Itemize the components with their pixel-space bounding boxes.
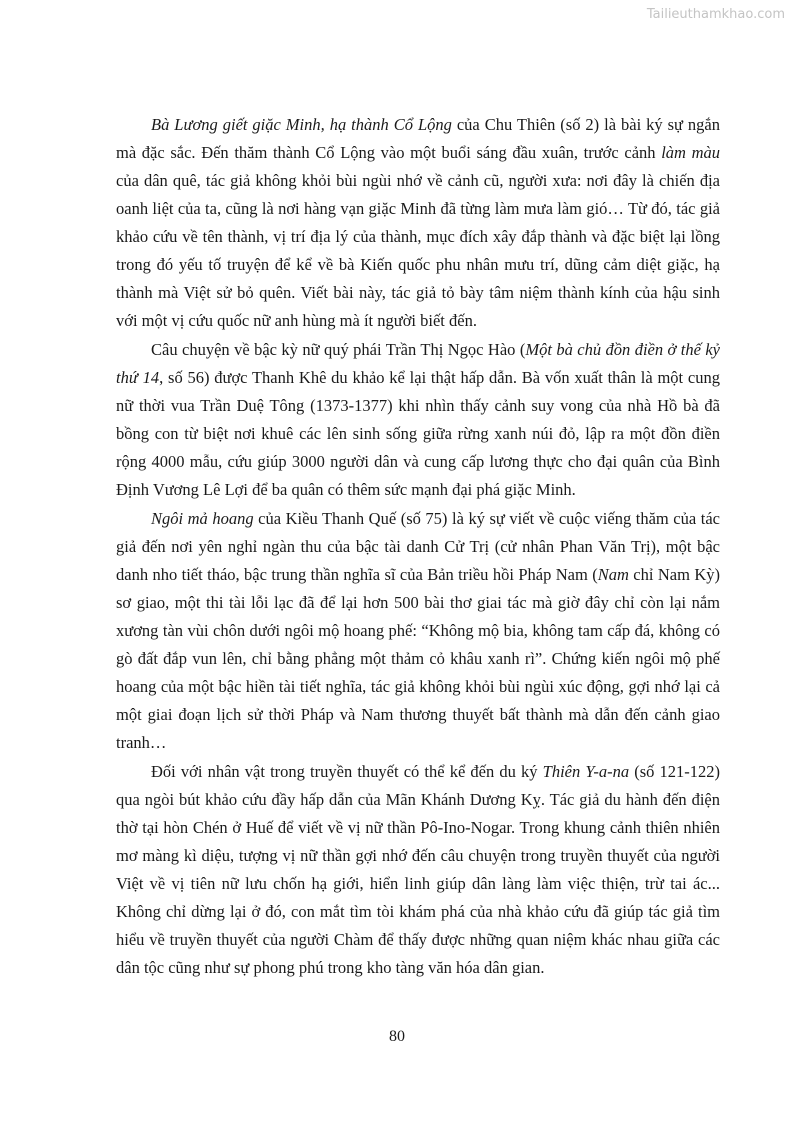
watermark: Tailieuthamkhao.com (646, 7, 785, 22)
italic-title: Nam (597, 565, 629, 584)
italic-title: làm màu (661, 143, 721, 162)
italic-title: Một bà chủ đồn điền ở thế kỷ thứ 14 (116, 340, 721, 387)
paragraph-3: Ngôi mả hoang của Kiều Thanh Quế (số 75) là ký sự viết về cuộc viếng thăm của tác giả đến nơi yên nghỉ ngàn thu của bậc tài danh Cử Trị (cử nhân Phan Văn Trị), một bậc danh nho tiết tháo, bậc trung thần nghĩa sĩ của Bản triều hồi Pháp Nam (Nam chỉ Nam Kỳ) sơ giao, một thi tài lỗi lạc đã để lại hơn 500 bài thơ giai tác mà giờ đây chỉ còn lại nắm xương tàn vùi chôn dưới ngôi mộ hoang phế: “Không mộ bia, không tam cấp đá, không có gò đất đắp vun lên, chỉ bằng phẳng một thảm cỏ khâu xanh rì”. Chứng kiến ngôi mộ phế hoang của một bậc hiền tài tiết nghĩa, tác giả không khỏi bùi ngùi xúc động, gợi nhớ lại cả một giai đoạn lịch sử thời Pháp và Nam thương thuyết bất thành mà dẫn đến cảnh giao tranh… (116, 509, 720, 752)
paragraph-4: Đối với nhân vật trong truyền thuyết có thể kể đến du ký Thiên Y-a-na (số 121-122) qua ngòi bút khảo cứu đầy hấp dẫn của Mãn Khánh Dương Kỵ. Tác giả du hành đến điện thờ tại hòn Chén ở Huế để viết về vị nữ thần Pô-Ino-Nogar. Trong khung cảnh thiên nhiên mơ màng kì diệu, tượng vị nữ thần gợi nhớ đến câu chuyện trong truyền thuyết của người Việt về vị tiên nữ lưu chốn hạ giới, hiển linh giúp dân làng làm việc thiện, trừ tai ác... Không chỉ dừng lại ở đó, con mắt tìm tòi khám phá của nhà khảo cứu đã giúp tác giả tìm hiểu về truyền thuyết của người Chàm để thấy được những quan niệm khác nhau giữa các dân tộc cũng như sự phong phú trong kho tàng văn hóa dân gian. (116, 762, 721, 977)
paragraph-1: Bà Lương giết giặc Minh, hạ thành Cổ Lộng của Chu Thiên (số 2) là bài ký sự ngắn mà đặc sắc. Đến thăm thành Cổ Lộng vào một buổi sáng đầu xuân, trước cảnh làm màu của dân quê, tác giả không khỏi bùi ngùi nhớ về cảnh cũ, người xưa: nơi đây là chiến địa oanh liệt của ta, cũng là nơi hàng vạn giặc Minh đã từng làm mưa làm gió… Từ đó, tác giả khảo cứu về tên thành, vị trí địa lý của thành, mục đích xây đắp thành và đặc biệt lại lồng trong đó yếu tố truyện để kể về bà Kiến quốc phu nhân mưu trí, dũng cảm diệt giặc, hạ thành mà Việt sử bỏ quên. Viết bài này, tác giả tỏ bày tâm niệm thành kính của hậu sinh với một vị cứu quốc nữ anh hùng mà ít người biết đến. (116, 115, 721, 330)
italic-title: Thiên Y-a-na (542, 762, 630, 781)
page-number: 80 (389, 1028, 405, 1045)
italic-title: Ngôi mả hoang (151, 509, 254, 528)
paragraph-2: Câu chuyện về bậc kỳ nữ quý phái Trần Thị Ngọc Hào (Một bà chủ đồn điền ở thế kỷ thứ 14, số 56) được Thanh Khê du khảo kể lại thật hấp dẫn. Bà vốn xuất thân là một cung nữ thời vua Trần Duệ Tông (1373-1377) khi nhìn thấy cảnh suy vong của nhà Hồ bà đã bồng con từ biệt nơi khuê các lên sinh sống giữa rừng xanh núi đỏ, lập ra một đồn điền rộng 4000 mẫu, cứu giúp 3000 người dân và cung cấp lương thực cho đại quân của Bình Định Vương Lê Lợi để ba quân có thêm sức mạnh đại phá giặc Minh. (116, 340, 721, 499)
italic-title: Bà Lương giết giặc Minh, hạ thành Cổ Lộng (151, 115, 452, 134)
document-body (116, 111, 720, 983)
